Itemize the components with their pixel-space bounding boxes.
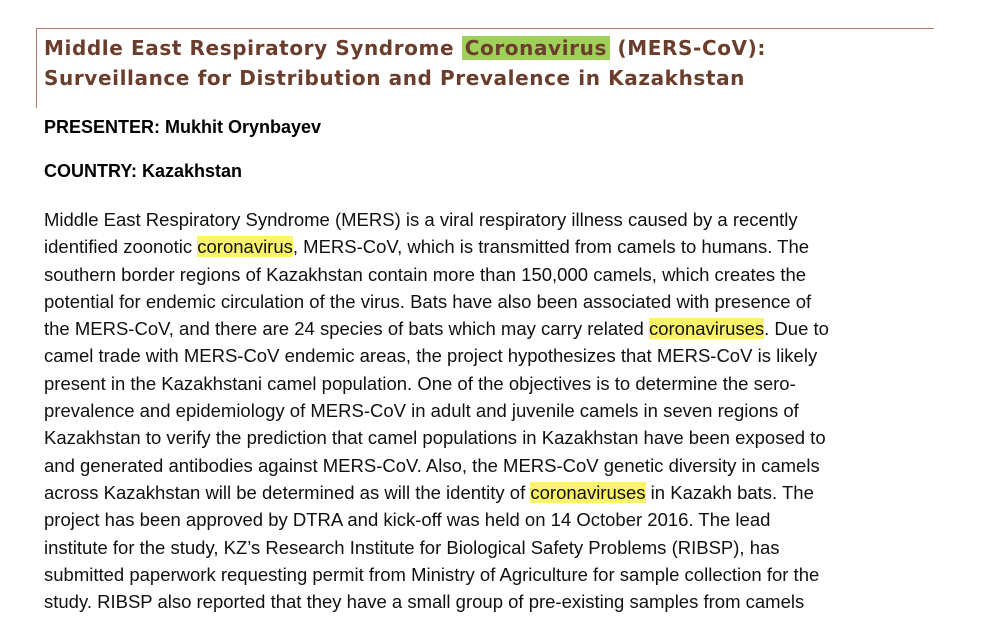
title-prefix: Middle East Respiratory Syndrome — [44, 36, 462, 60]
paragraph-text: , MERS-CoV, which is transmitted from camels to humans. The — [292, 236, 810, 258]
paragraph-text: present in the Kazakhstani camel population. One of the objectives is to determine the sero- — [44, 372, 796, 394]
paragraph-line — [44, 233, 964, 260]
title-highlight: Coronavirus — [462, 36, 610, 60]
paragraph-line — [44, 261, 964, 288]
title-suffix: (MERS-CoV): — [609, 36, 766, 60]
paragraph-text: southern border regions of Kazakhstan contain more than 150,000 camels, which creates the — [44, 263, 807, 285]
paragraph-line — [44, 506, 964, 533]
paragraph-line — [44, 588, 964, 615]
document-title-line-2: Surveillance for Distribution and Prevalence in Kazakhstan — [44, 66, 746, 90]
paragraph-text: and generated antibodies against MERS-CoV. Also, the MERS-CoV genetic diversity in camels — [44, 454, 820, 476]
paragraph-text: in Kazakh bats. The — [645, 481, 814, 503]
paragraph-line — [44, 397, 964, 424]
paragraph-text: prevalence and epidemiology of MERS-CoV in adult and juvenile camels in seven regions of — [44, 400, 799, 422]
paragraph-line — [44, 370, 964, 397]
paragraph-text: across Kazakhstan will be determined as will the identity of — [44, 481, 531, 503]
paragraph-text: Middle East Respiratory Syndrome (MERS) is a viral respiratory illness caused by a recently — [44, 209, 798, 230]
paragraph-text: submitted paperwork requesting permit from Ministry of Agriculture for sample collection for the — [44, 563, 820, 585]
paragraph-line — [44, 315, 964, 342]
country-line: COUNTRY: Kazakhstan — [44, 161, 243, 181]
paragraph-text: institute for the study, KZ’s Research Institute for Biological Safety Problems (RIBSP), has — [44, 536, 780, 558]
paragraph-line — [44, 288, 964, 315]
presenter-line: PRESENTER: Mukhit Orynbayev — [44, 117, 322, 137]
highlighted-term: coronaviruses — [530, 481, 646, 503]
paragraph-line — [44, 561, 964, 588]
paragraph-line — [44, 206, 964, 233]
title-block — [36, 28, 934, 108]
paragraph-text: . Due to — [764, 318, 829, 340]
paragraph-line — [44, 534, 964, 561]
paragraph-text: study. RIBSP also reported that they have a small group of pre-existing samples from camels — [44, 591, 805, 613]
paragraph-line — [44, 424, 964, 451]
paragraph-text: identified zoonotic — [44, 236, 198, 258]
paragraph-text: Kazakhstan to verify the prediction that camel populations in Kazakhstan have been exposed to — [44, 427, 826, 449]
abstract-paragraph — [44, 206, 964, 615]
paragraph-text: potential for endemic circulation of the virus. Bats have also been associated with presence of — [44, 290, 812, 312]
paragraph-line — [44, 479, 964, 506]
paragraph-line — [44, 342, 964, 369]
highlighted-term: coronaviruses — [648, 318, 765, 340]
paragraph-text: the MERS-CoV, and there are 24 species of bats which may carry related — [44, 318, 649, 340]
paragraph-line — [44, 452, 964, 479]
highlighted-term: coronavirus — [197, 236, 293, 258]
document-title-line-1 — [44, 36, 766, 60]
paragraph-text: camel trade with MERS-CoV endemic areas, the project hypothesizes that MERS-CoV is likely — [44, 345, 818, 367]
paragraph-text: project has been approved by DTRA and kick-off was held on 14 October 2016. The lead — [44, 509, 771, 531]
